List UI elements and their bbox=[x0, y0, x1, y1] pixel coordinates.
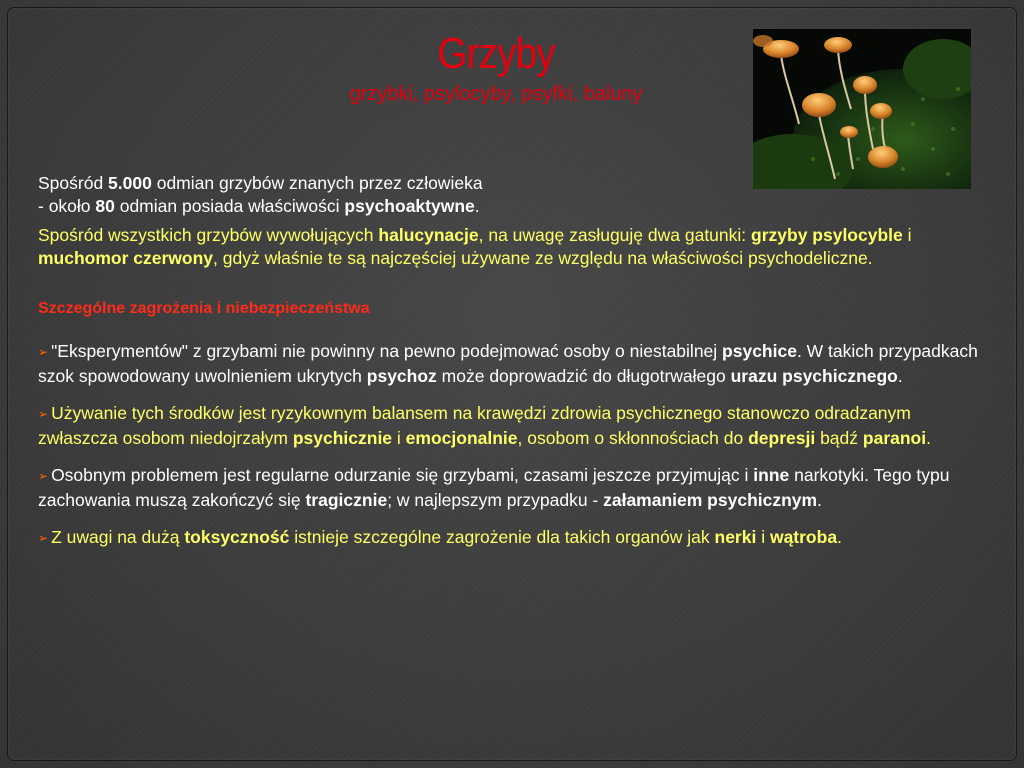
arrow-bullet-icon: ➢ bbox=[38, 407, 49, 421]
bullet-item: ➢ "Eksperymentów" z grzybami nie powinny na pewno podejmować osoby o niestabilnej psychice. W takich przypadkach szok spowodowany uwolnieniem ukrytych psychoz może doprowadzić do długotrwałego urazu psychicznego. bbox=[38, 341, 978, 386]
bullet-item: ➢ Osobnym problemem jest regularne odurzanie się grzybami, czasami jeszcze przyjmując i inne narkotyki. Tego typu zachowania muszą zakończyć się tragicznie; w najlepszym przypadku - załamaniem psychicznym. bbox=[38, 465, 950, 510]
arrow-bullet-icon: ➢ bbox=[38, 345, 49, 359]
title-block bbox=[300, 30, 692, 106]
slide-subtitle: grzybki, psylocyby, psyfki, baluny bbox=[349, 83, 643, 105]
species-paragraph: Spośród wszystkich grzybów wywołujących halucynacje, na uwagę zasługuję dwa gatunki: grzyby psylocyble i muchomor czerwony, gdyż właśnie te są najczęściej używane ze względu na właściwości psychodeliczne. bbox=[38, 225, 912, 268]
slide-title: Grzyby bbox=[437, 29, 555, 78]
mushrooms-photo bbox=[753, 29, 971, 189]
arrow-bullet-icon: ➢ bbox=[38, 531, 49, 545]
bullet-item: ➢ Używanie tych środków jest ryzykownym balansem na krawędzi zdrowia psychicznego stanowczo odradzanym zwłaszcza osobom niedojrzałym psychicznie i emocjonalnie, osobom o skłonnościach do depresji bądź paranoi. bbox=[38, 403, 931, 448]
slide-content bbox=[38, 172, 978, 551]
count-5000: 5.000 bbox=[108, 173, 152, 193]
intro-paragraph: Spośród 5.000 odmian grzybów znanych przez człowieka - około 80 odmian posiada właściwości psychoaktywne. bbox=[38, 173, 483, 216]
arrow-bullet-icon: ➢ bbox=[38, 469, 49, 483]
bullet-item: ➢ Z uwagi na dużą toksyczność istnieje szczególne zagrożenie dla takich organów jak nerki i wątroba. bbox=[38, 527, 842, 547]
count-80: 80 bbox=[95, 196, 115, 216]
psychoaktywne-text: psychoaktywne bbox=[344, 196, 475, 216]
dangers-heading: Szczególne zagrożenia i niebezpieczeństwa bbox=[38, 300, 370, 317]
